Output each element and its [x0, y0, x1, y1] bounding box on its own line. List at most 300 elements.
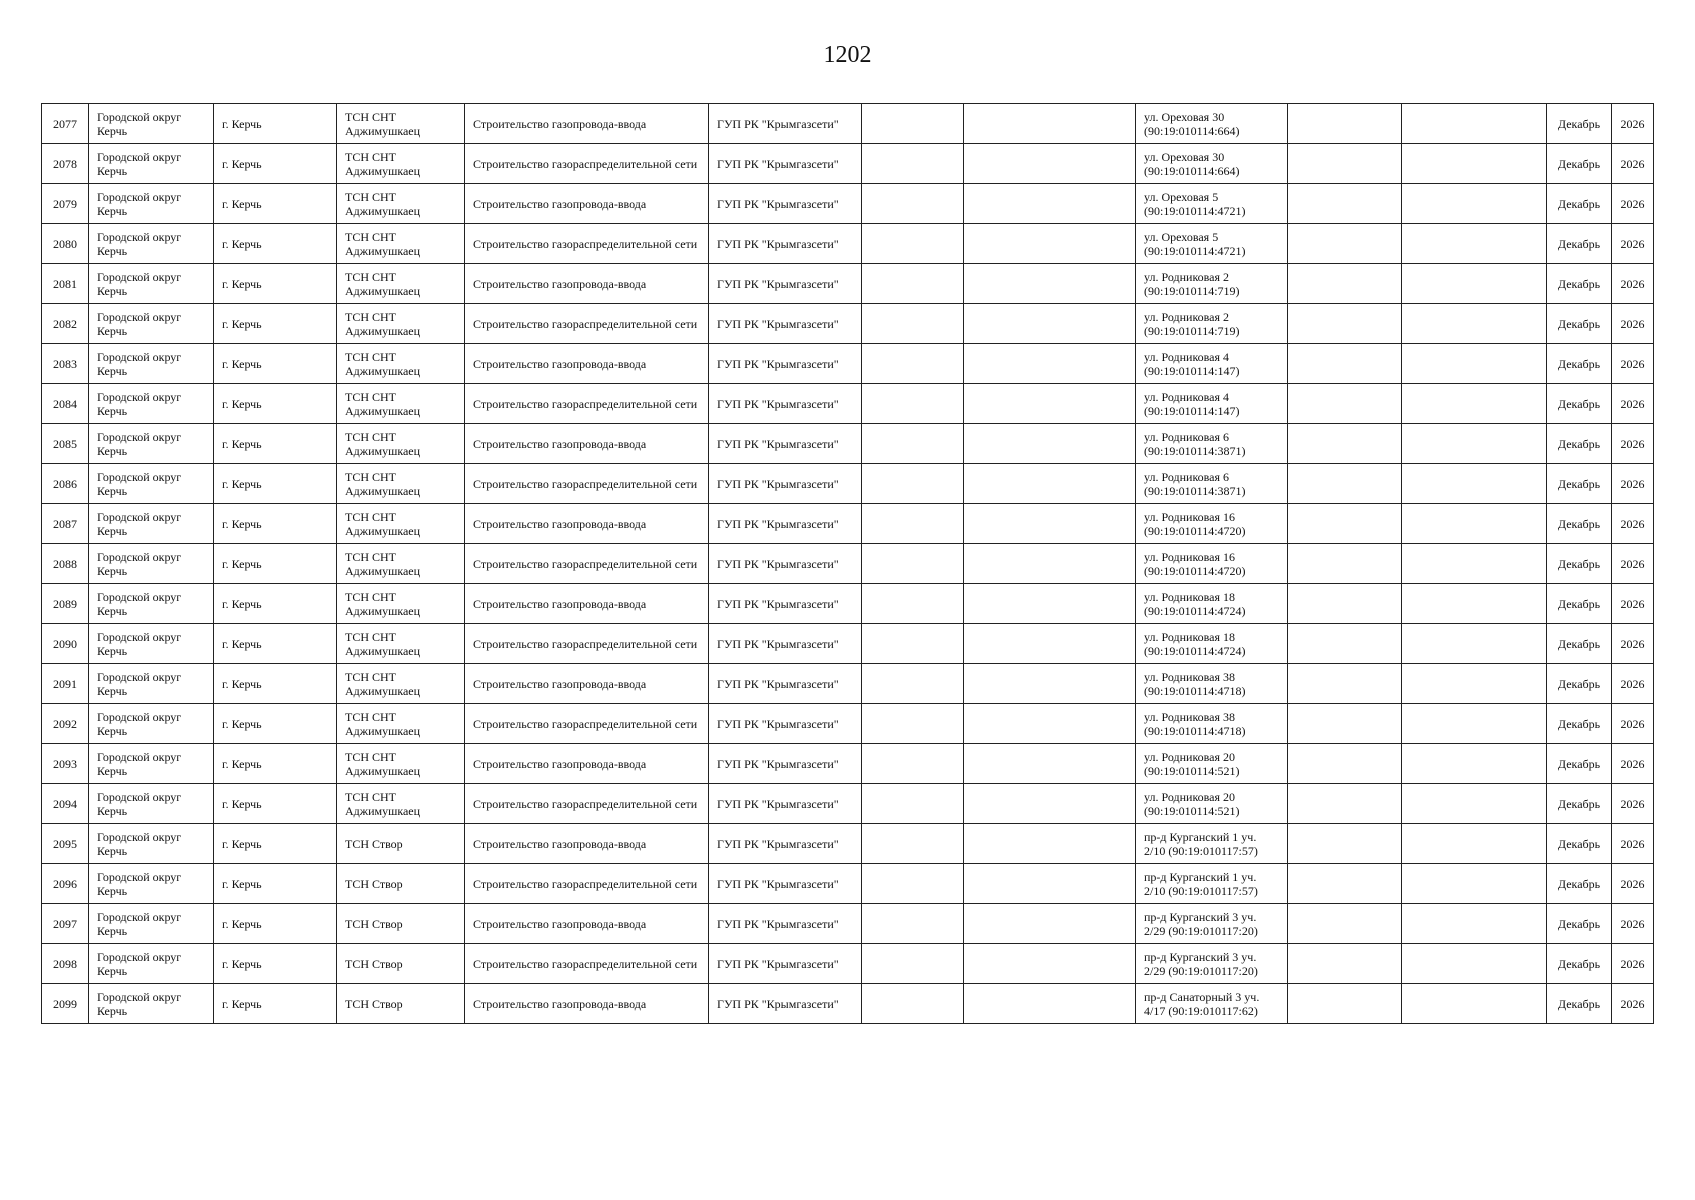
partnership-cell: ТСН Створ	[337, 864, 465, 904]
partnership-cell: ТСН СНТ Аджимушкаец	[337, 584, 465, 624]
address-cell: ул. Родниковая 18 (90:19:010114:4724)	[1136, 584, 1288, 624]
organization-cell: ГУП РК "Крымгазсети"	[709, 864, 862, 904]
row-number-cell: 2084	[42, 384, 89, 424]
month-cell: Декабрь	[1547, 824, 1612, 864]
work-type-cell: Строительство газопровода-ввода	[465, 264, 709, 304]
table-row	[42, 464, 1654, 504]
organization-cell: ГУП РК "Крымгазсети"	[709, 784, 862, 824]
year-cell: 2026	[1612, 424, 1654, 464]
table-row	[42, 384, 1654, 424]
empty-cell	[1288, 424, 1402, 464]
empty-cell	[964, 104, 1136, 144]
address-cell: пр-д Курганский 3 уч. 2/29 (90:19:010117:20)	[1136, 904, 1288, 944]
district-cell: Городской округ Керчь	[89, 144, 214, 184]
empty-cell	[964, 664, 1136, 704]
district-cell: Городской округ Керчь	[89, 464, 214, 504]
district-cell: Городской округ Керчь	[89, 344, 214, 384]
month-cell: Декабрь	[1547, 744, 1612, 784]
address-cell: ул. Родниковая 20 (90:19:010114:521)	[1136, 744, 1288, 784]
address-cell: ул. Родниковая 18 (90:19:010114:4724)	[1136, 624, 1288, 664]
city-cell: г. Керчь	[214, 904, 337, 944]
empty-cell	[1402, 744, 1547, 784]
table-row	[42, 224, 1654, 264]
empty-cell	[862, 584, 964, 624]
row-number-cell: 2081	[42, 264, 89, 304]
empty-cell	[862, 384, 964, 424]
work-type-cell: Строительство газопровода-ввода	[465, 184, 709, 224]
table-row	[42, 984, 1654, 1024]
partnership-cell: ТСН СНТ Аджимушкаец	[337, 744, 465, 784]
organization-cell: ГУП РК "Крымгазсети"	[709, 984, 862, 1024]
empty-cell	[1288, 304, 1402, 344]
empty-cell	[964, 464, 1136, 504]
organization-cell: ГУП РК "Крымгазсети"	[709, 624, 862, 664]
work-type-cell: Строительство газораспределительной сети	[465, 624, 709, 664]
address-cell: пр-д Курганский 3 уч. 2/29 (90:19:010117:20)	[1136, 944, 1288, 984]
year-cell: 2026	[1612, 984, 1654, 1024]
address-cell: ул. Родниковая 6 (90:19:010114:3871)	[1136, 424, 1288, 464]
empty-cell	[1402, 344, 1547, 384]
empty-cell	[1288, 544, 1402, 584]
table-row	[42, 304, 1654, 344]
empty-cell	[1402, 104, 1547, 144]
work-type-cell: Строительство газопровода-ввода	[465, 904, 709, 944]
table-row	[42, 184, 1654, 224]
district-cell: Городской округ Керчь	[89, 384, 214, 424]
empty-cell	[964, 824, 1136, 864]
address-cell: ул. Ореховая 5 (90:19:010114:4721)	[1136, 224, 1288, 264]
district-cell: Городской округ Керчь	[89, 944, 214, 984]
empty-cell	[1402, 224, 1547, 264]
month-cell: Декабрь	[1547, 544, 1612, 584]
empty-cell	[1288, 584, 1402, 624]
work-type-cell: Строительство газораспределительной сети	[465, 944, 709, 984]
month-cell: Декабрь	[1547, 424, 1612, 464]
empty-cell	[1288, 344, 1402, 384]
empty-cell	[1402, 904, 1547, 944]
empty-cell	[1288, 264, 1402, 304]
empty-cell	[964, 624, 1136, 664]
city-cell: г. Керчь	[214, 144, 337, 184]
city-cell: г. Керчь	[214, 504, 337, 544]
year-cell: 2026	[1612, 264, 1654, 304]
organization-cell: ГУП РК "Крымгазсети"	[709, 144, 862, 184]
partnership-cell: ТСН СНТ Аджимушкаец	[337, 104, 465, 144]
organization-cell: ГУП РК "Крымгазсети"	[709, 824, 862, 864]
registry-table	[41, 103, 1654, 1024]
empty-cell	[1288, 904, 1402, 944]
partnership-cell: ТСН СНТ Аджимушкаец	[337, 144, 465, 184]
empty-cell	[964, 224, 1136, 264]
month-cell: Декабрь	[1547, 104, 1612, 144]
address-cell: ул. Родниковая 38 (90:19:010114:4718)	[1136, 704, 1288, 744]
empty-cell	[862, 344, 964, 384]
empty-cell	[1402, 144, 1547, 184]
district-cell: Городской округ Керчь	[89, 264, 214, 304]
year-cell: 2026	[1612, 584, 1654, 624]
table-row	[42, 944, 1654, 984]
empty-cell	[964, 304, 1136, 344]
address-cell: ул. Ореховая 5 (90:19:010114:4721)	[1136, 184, 1288, 224]
empty-cell	[964, 784, 1136, 824]
work-type-cell: Строительство газопровода-ввода	[465, 504, 709, 544]
year-cell: 2026	[1612, 144, 1654, 184]
empty-cell	[1402, 944, 1547, 984]
address-cell: ул. Ореховая 30 (90:19:010114:664)	[1136, 144, 1288, 184]
district-cell: Городской округ Керчь	[89, 504, 214, 544]
address-cell: ул. Ореховая 30 (90:19:010114:664)	[1136, 104, 1288, 144]
work-type-cell: Строительство газопровода-ввода	[465, 424, 709, 464]
work-type-cell: Строительство газораспределительной сети	[465, 784, 709, 824]
district-cell: Городской округ Керчь	[89, 904, 214, 944]
empty-cell	[1402, 864, 1547, 904]
address-cell: ул. Родниковая 6 (90:19:010114:3871)	[1136, 464, 1288, 504]
empty-cell	[1402, 304, 1547, 344]
row-number-cell: 2096	[42, 864, 89, 904]
empty-cell	[964, 944, 1136, 984]
work-type-cell: Строительство газораспределительной сети	[465, 144, 709, 184]
table-row	[42, 264, 1654, 304]
empty-cell	[964, 744, 1136, 784]
year-cell: 2026	[1612, 544, 1654, 584]
empty-cell	[1288, 864, 1402, 904]
empty-cell	[1402, 184, 1547, 224]
organization-cell: ГУП РК "Крымгазсети"	[709, 584, 862, 624]
empty-cell	[1288, 464, 1402, 504]
month-cell: Декабрь	[1547, 304, 1612, 344]
month-cell: Декабрь	[1547, 144, 1612, 184]
work-type-cell: Строительство газопровода-ввода	[465, 824, 709, 864]
empty-cell	[862, 464, 964, 504]
table-row	[42, 784, 1654, 824]
row-number-cell: 2079	[42, 184, 89, 224]
year-cell: 2026	[1612, 864, 1654, 904]
organization-cell: ГУП РК "Крымгазсети"	[709, 544, 862, 584]
empty-cell	[964, 984, 1136, 1024]
organization-cell: ГУП РК "Крымгазсети"	[709, 904, 862, 944]
month-cell: Декабрь	[1547, 784, 1612, 824]
empty-cell	[964, 144, 1136, 184]
city-cell: г. Керчь	[214, 544, 337, 584]
empty-cell	[862, 624, 964, 664]
table-row	[42, 344, 1654, 384]
table-row	[42, 144, 1654, 184]
month-cell: Декабрь	[1547, 704, 1612, 744]
month-cell: Декабрь	[1547, 664, 1612, 704]
city-cell: г. Керчь	[214, 384, 337, 424]
work-type-cell: Строительство газопровода-ввода	[465, 744, 709, 784]
work-type-cell: Строительство газопровода-ввода	[465, 584, 709, 624]
city-cell: г. Керчь	[214, 184, 337, 224]
year-cell: 2026	[1612, 904, 1654, 944]
empty-cell	[964, 344, 1136, 384]
empty-cell	[862, 904, 964, 944]
address-cell: ул. Родниковая 38 (90:19:010114:4718)	[1136, 664, 1288, 704]
row-number-cell: 2078	[42, 144, 89, 184]
city-cell: г. Керчь	[214, 664, 337, 704]
work-type-cell: Строительство газораспределительной сети	[465, 864, 709, 904]
organization-cell: ГУП РК "Крымгазсети"	[709, 184, 862, 224]
month-cell: Декабрь	[1547, 944, 1612, 984]
district-cell: Городской округ Керчь	[89, 584, 214, 624]
row-number-cell: 2092	[42, 704, 89, 744]
empty-cell	[1288, 744, 1402, 784]
empty-cell	[1402, 584, 1547, 624]
work-type-cell: Строительство газораспределительной сети	[465, 544, 709, 584]
empty-cell	[862, 544, 964, 584]
city-cell: г. Керчь	[214, 424, 337, 464]
partnership-cell: ТСН СНТ Аджимушкаец	[337, 504, 465, 544]
city-cell: г. Керчь	[214, 744, 337, 784]
row-number-cell: 2091	[42, 664, 89, 704]
empty-cell	[862, 984, 964, 1024]
work-type-cell: Строительство газопровода-ввода	[465, 104, 709, 144]
partnership-cell: ТСН СНТ Аджимушкаец	[337, 184, 465, 224]
row-number-cell: 2095	[42, 824, 89, 864]
empty-cell	[1288, 664, 1402, 704]
work-type-cell: Строительство газораспределительной сети	[465, 224, 709, 264]
table-row	[42, 104, 1654, 144]
organization-cell: ГУП РК "Крымгазсети"	[709, 704, 862, 744]
empty-cell	[1288, 624, 1402, 664]
empty-cell	[1288, 784, 1402, 824]
empty-cell	[1402, 664, 1547, 704]
year-cell: 2026	[1612, 184, 1654, 224]
month-cell: Декабрь	[1547, 504, 1612, 544]
empty-cell	[964, 264, 1136, 304]
empty-cell	[1402, 984, 1547, 1024]
row-number-cell: 2077	[42, 104, 89, 144]
partnership-cell: ТСН СНТ Аджимушкаец	[337, 424, 465, 464]
district-cell: Городской округ Керчь	[89, 744, 214, 784]
row-number-cell: 2098	[42, 944, 89, 984]
district-cell: Городской округ Керчь	[89, 664, 214, 704]
organization-cell: ГУП РК "Крымгазсети"	[709, 304, 862, 344]
empty-cell	[1402, 424, 1547, 464]
empty-cell	[1288, 824, 1402, 864]
month-cell: Декабрь	[1547, 624, 1612, 664]
organization-cell: ГУП РК "Крымгазсети"	[709, 104, 862, 144]
row-number-cell: 2093	[42, 744, 89, 784]
district-cell: Городской округ Керчь	[89, 424, 214, 464]
partnership-cell: ТСН СНТ Аджимушкаец	[337, 224, 465, 264]
empty-cell	[1402, 704, 1547, 744]
address-cell: ул. Родниковая 4 (90:19:010114:147)	[1136, 344, 1288, 384]
month-cell: Декабрь	[1547, 464, 1612, 504]
work-type-cell: Строительство газораспределительной сети	[465, 384, 709, 424]
partnership-cell: ТСН СНТ Аджимушкаец	[337, 384, 465, 424]
page-number: 1202	[823, 42, 872, 68]
partnership-cell: ТСН СНТ Аджимушкаец	[337, 624, 465, 664]
empty-cell	[862, 504, 964, 544]
year-cell: 2026	[1612, 224, 1654, 264]
organization-cell: ГУП РК "Крымгазсети"	[709, 664, 862, 704]
organization-cell: ГУП РК "Крымгазсети"	[709, 504, 862, 544]
address-cell: ул. Родниковая 20 (90:19:010114:521)	[1136, 784, 1288, 824]
city-cell: г. Керчь	[214, 944, 337, 984]
empty-cell	[1402, 504, 1547, 544]
district-cell: Городской округ Керчь	[89, 704, 214, 744]
year-cell: 2026	[1612, 304, 1654, 344]
partnership-cell: ТСН СНТ Аджимушкаец	[337, 544, 465, 584]
year-cell: 2026	[1612, 944, 1654, 984]
empty-cell	[964, 584, 1136, 624]
table-row	[42, 904, 1654, 944]
address-cell: ул. Родниковая 2 (90:19:010114:719)	[1136, 264, 1288, 304]
empty-cell	[1402, 384, 1547, 424]
empty-cell	[964, 704, 1136, 744]
month-cell: Декабрь	[1547, 184, 1612, 224]
city-cell: г. Керчь	[214, 584, 337, 624]
empty-cell	[1288, 104, 1402, 144]
city-cell: г. Керчь	[214, 824, 337, 864]
address-cell: ул. Родниковая 4 (90:19:010114:147)	[1136, 384, 1288, 424]
district-cell: Городской округ Керчь	[89, 304, 214, 344]
row-number-cell: 2086	[42, 464, 89, 504]
month-cell: Декабрь	[1547, 904, 1612, 944]
district-cell: Городской округ Керчь	[89, 784, 214, 824]
empty-cell	[1402, 544, 1547, 584]
empty-cell	[1288, 704, 1402, 744]
district-cell: Городской округ Керчь	[89, 984, 214, 1024]
partnership-cell: ТСН СНТ Аджимушкаец	[337, 664, 465, 704]
table-row	[42, 504, 1654, 544]
table-row	[42, 664, 1654, 704]
year-cell: 2026	[1612, 344, 1654, 384]
row-number-cell: 2082	[42, 304, 89, 344]
month-cell: Декабрь	[1547, 984, 1612, 1024]
empty-cell	[964, 184, 1136, 224]
empty-cell	[862, 824, 964, 864]
year-cell: 2026	[1612, 384, 1654, 424]
year-cell: 2026	[1612, 464, 1654, 504]
empty-cell	[1402, 624, 1547, 664]
work-type-cell: Строительство газопровода-ввода	[465, 984, 709, 1024]
empty-cell	[964, 904, 1136, 944]
organization-cell: ГУП РК "Крымгазсети"	[709, 384, 862, 424]
organization-cell: ГУП РК "Крымгазсети"	[709, 944, 862, 984]
empty-cell	[862, 704, 964, 744]
address-cell: ул. Родниковая 16 (90:19:010114:4720)	[1136, 504, 1288, 544]
empty-cell	[862, 184, 964, 224]
city-cell: г. Керчь	[214, 104, 337, 144]
empty-cell	[862, 744, 964, 784]
empty-cell	[862, 144, 964, 184]
row-number-cell: 2097	[42, 904, 89, 944]
year-cell: 2026	[1612, 784, 1654, 824]
partnership-cell: ТСН СНТ Аджимушкаец	[337, 304, 465, 344]
empty-cell	[1288, 384, 1402, 424]
table-row	[42, 864, 1654, 904]
year-cell: 2026	[1612, 624, 1654, 664]
partnership-cell: ТСН СНТ Аджимушкаец	[337, 464, 465, 504]
partnership-cell: ТСН Створ	[337, 944, 465, 984]
table-row	[42, 424, 1654, 464]
address-cell: пр-д Санаторный 3 уч. 4/17 (90:19:010117:62)	[1136, 984, 1288, 1024]
month-cell: Декабрь	[1547, 344, 1612, 384]
address-cell: пр-д Курганский 1 уч. 2/10 (90:19:010117:57)	[1136, 864, 1288, 904]
empty-cell	[1402, 264, 1547, 304]
table-row	[42, 624, 1654, 664]
empty-cell	[862, 664, 964, 704]
work-type-cell: Строительство газопровода-ввода	[465, 664, 709, 704]
address-cell: ул. Родниковая 16 (90:19:010114:4720)	[1136, 544, 1288, 584]
year-cell: 2026	[1612, 104, 1654, 144]
city-cell: г. Керчь	[214, 344, 337, 384]
empty-cell	[964, 544, 1136, 584]
row-number-cell: 2094	[42, 784, 89, 824]
month-cell: Декабрь	[1547, 224, 1612, 264]
city-cell: г. Керчь	[214, 704, 337, 744]
city-cell: г. Керчь	[214, 984, 337, 1024]
row-number-cell: 2085	[42, 424, 89, 464]
partnership-cell: ТСН СНТ Аджимушкаец	[337, 264, 465, 304]
empty-cell	[1402, 784, 1547, 824]
organization-cell: ГУП РК "Крымгазсети"	[709, 264, 862, 304]
organization-cell: ГУП РК "Крымгазсети"	[709, 744, 862, 784]
work-type-cell: Строительство газораспределительной сети	[465, 704, 709, 744]
city-cell: г. Керчь	[214, 624, 337, 664]
work-type-cell: Строительство газораспределительной сети	[465, 464, 709, 504]
row-number-cell: 2083	[42, 344, 89, 384]
district-cell: Городской округ Керчь	[89, 824, 214, 864]
month-cell: Декабрь	[1547, 864, 1612, 904]
city-cell: г. Керчь	[214, 224, 337, 264]
empty-cell	[1288, 144, 1402, 184]
empty-cell	[862, 944, 964, 984]
address-cell: ул. Родниковая 2 (90:19:010114:719)	[1136, 304, 1288, 344]
city-cell: г. Керчь	[214, 304, 337, 344]
month-cell: Декабрь	[1547, 584, 1612, 624]
partnership-cell: ТСН Створ	[337, 824, 465, 864]
table-row	[42, 704, 1654, 744]
empty-cell	[1288, 944, 1402, 984]
table-row	[42, 744, 1654, 784]
row-number-cell: 2099	[42, 984, 89, 1024]
table-row	[42, 584, 1654, 624]
empty-cell	[862, 264, 964, 304]
partnership-cell: ТСН Створ	[337, 984, 465, 1024]
month-cell: Декабрь	[1547, 264, 1612, 304]
month-cell: Декабрь	[1547, 384, 1612, 424]
row-number-cell: 2090	[42, 624, 89, 664]
row-number-cell: 2089	[42, 584, 89, 624]
address-cell: пр-д Курганский 1 уч. 2/10 (90:19:010117:57)	[1136, 824, 1288, 864]
work-type-cell: Строительство газораспределительной сети	[465, 304, 709, 344]
district-cell: Городской округ Керчь	[89, 544, 214, 584]
table-body	[42, 104, 1654, 1024]
row-number-cell: 2088	[42, 544, 89, 584]
district-cell: Городской округ Керчь	[89, 224, 214, 264]
empty-cell	[1288, 504, 1402, 544]
empty-cell	[1288, 224, 1402, 264]
district-cell: Городской округ Керчь	[89, 184, 214, 224]
city-cell: г. Керчь	[214, 264, 337, 304]
table-row	[42, 544, 1654, 584]
organization-cell: ГУП РК "Крымгазсети"	[709, 224, 862, 264]
partnership-cell: ТСН СНТ Аджимушкаец	[337, 784, 465, 824]
year-cell: 2026	[1612, 704, 1654, 744]
partnership-cell: ТСН Створ	[337, 904, 465, 944]
partnership-cell: ТСН СНТ Аджимушкаец	[337, 344, 465, 384]
city-cell: г. Керчь	[214, 864, 337, 904]
year-cell: 2026	[1612, 824, 1654, 864]
empty-cell	[862, 224, 964, 264]
district-cell: Городской округ Керчь	[89, 864, 214, 904]
organization-cell: ГУП РК "Крымгазсети"	[709, 424, 862, 464]
empty-cell	[862, 424, 964, 464]
empty-cell	[1288, 984, 1402, 1024]
